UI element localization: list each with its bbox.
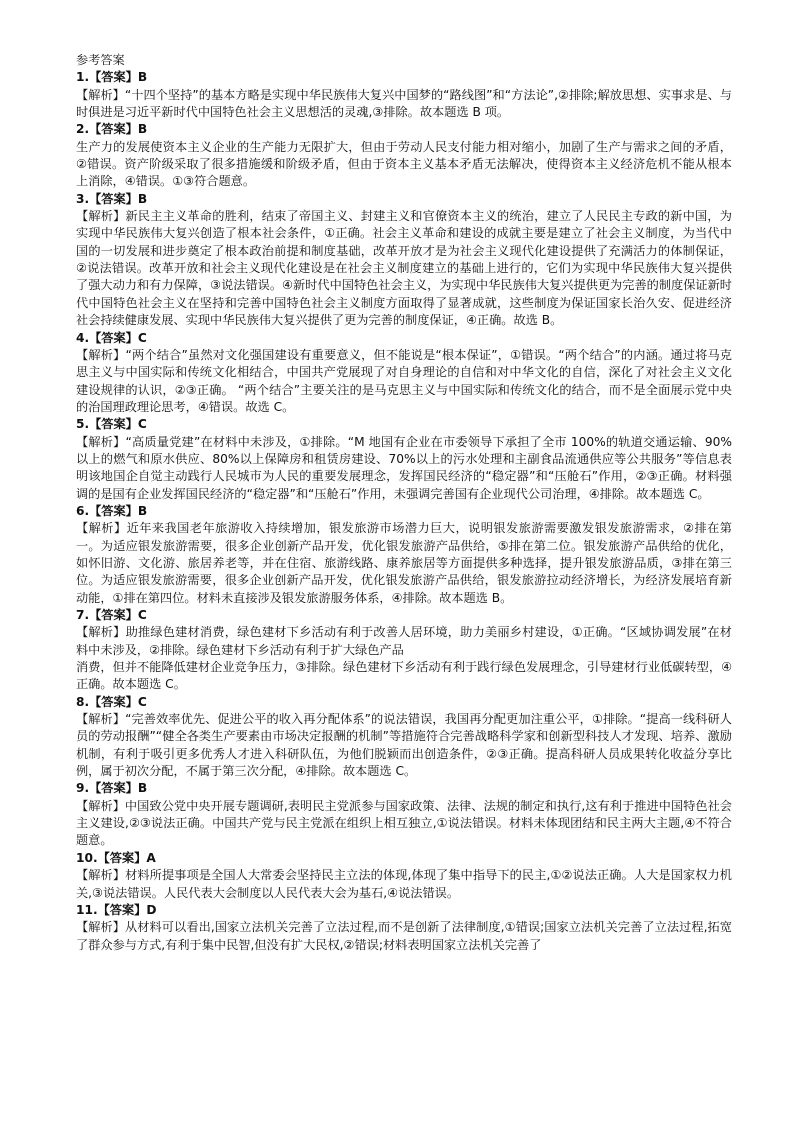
answer-line-9: 9.【答案】B	[76, 781, 148, 796]
analysis-1: 【解析】“十四个坚持”的基本方略是实现中华民族伟大复兴中国梦的“路线图”和“方法论”,②排除;解放思想、实事求是、与时俱进是习近平新时代中国特色社会主义思想活的灵魂,③排除。故本题选 B 项。	[76, 87, 732, 120]
document-title: 参考答案	[76, 53, 125, 67]
answer-line-4: 4.【答案】C	[76, 330, 147, 345]
analysis-5: 【解析】“高质量党建”在材料中未涉及，①排除。“M 地国有企业在市委领导下承担了全市 100%的轨道交通运输、90%以上的燃气和原水供应、80%以上保障房和租赁房建设、70%以上的污水处理和主副食品流通供应等公共服务”等信息表明该地国企自觉主动践行人民城市为人民的重要发展理念，发挥国民经济的“稳定器”和“压舱石”作用，②③正确。材料强调的是国有企业发挥国民经济的“稳定器”和“压舱石”作用，未强调完善国有企业现代公司治理，④排除。故本题选 C。	[76, 434, 732, 501]
answer-line-1: 1.【答案】B	[76, 70, 148, 85]
answer-line-5: 5.【答案】C	[76, 417, 147, 432]
analysis-10: 【解析】材料所提事项是全国人大常委会坚持民主立法的体现,体现了集中指导下的民主,①②说法正确。人大是国家权力机关,③说法错误。人民代表大会制度以人民代表大会为基石,④说法错误。	[76, 868, 732, 900]
answer-line-2: 2.【答案】B	[76, 122, 148, 137]
answer-line-10: 10.【答案】A	[76, 850, 156, 865]
analysis-9: 【解析】中国致公党中央开展专题调研,表明民主党派参与国家政策、法律、法规的制定和执行,这有利于推进中国特色社会主义建设,②③说法正确。中国共产党与民主党派在组织上相互独立,①说法错误。材料未体现团结和民主两大主题,④不符合题意。	[76, 798, 732, 848]
answer-line-6: 6.【答案】B	[76, 503, 148, 518]
answer-line-7: 7.【答案】C	[76, 608, 147, 622]
analysis-8: 【解析】“完善效率优先、促进公平的收入再分配体系”的说法错误，我国再分配更加注重公平，①排除。“提高一线科研人员的劳动报酬”“健全各类生产要素由市场决定报酬的机制”等措施符合完善战略科学家和创新型科技人才发现、培养、激励机制，有利于吸引更多优秀人才进入科研队伍，为他们脱颖而出创造条件，②③正确。提高科研人员成果转化收益分享比例，属于初次分配，不属于第三次分配，④排除。故本题选 C。	[76, 712, 732, 779]
answer-line-11: 11.【答案】D	[76, 902, 157, 917]
answer-document	[76, 52, 732, 954]
analysis-7-continued: 消费，但并不能降低建材企业竞争压力，③排除。绿色建材下乡活动有利于践行绿色发展理念，引导建材行业低碳转型，④正确。故本题选 C。	[76, 660, 732, 692]
answer-line-8: 8.【答案】C	[76, 694, 147, 709]
analysis-4: 【解析】“两个结合”虽然对文化强国建设有重要意义，但不能说是“根本保证”，①错误。“两个结合”的内涵。通过将马克思主义与中国实际和传统文化相结合，中国共产党展现了对自身理论的自信和对中华文化的自信，深化了对社会主义文化建设规律的认识，②③正确。 “两个结合”主要关注的是马克思主义与中国实际和传统文化的结合，而不是全面展示党中央的治国理政理论思考，④错误。故选 C。	[76, 347, 732, 414]
analysis-2: 生产力的发展使资本主义企业的生产能力无限扩大，但由于劳动人民支付能力相对缩小，加剧了生产与需求之间的矛盾，②错误。资产阶级采取了很多措施缓和阶级矛盾，但由于资本主义基本矛盾无法解决，使得资本主义经济危机不能从根本上消除，④错误。①③符合题意。	[76, 139, 732, 189]
analysis-6: 【解析】近年来我国老年旅游收入持续增加，银发旅游市场潜力巨大，说明银发旅游需要激发银发旅游需求，②排在第一。为适应银发旅游需要，很多企业创新产品开发，优化银发旅游产品供给，⑤排在第二位。银发旅游产品供给的优化，如怀旧游、文化游、旅居养老等，并在住宿、旅游线路、康养旅居等方面提供多种选择，提升银发旅游品质，③排在第三位。为适应银发旅游需要，很多企业创新产品开发，优化银发旅游产品供给，银发旅游拉动经济增长，为经济发展培育新动能，①排在第四位。材料未直接涉及银发旅游服务体系，④排除。故本题选 B。	[76, 521, 732, 605]
analysis-11: 【解析】从材料可以看出,国家立法机关完善了立法过程,而不是创新了法律制度,①错误;国家立法机关完善了立法过程,拓宽了群众参与方式,有利于集中民智,但没有扩大民权,②错误;材料表明国家立法机关完善了	[76, 920, 732, 952]
analysis-7: 【解析】助推绿色建材消费，绿色建材下乡活动有利于改善人居环境，助力美丽乡村建设，①正确。“区域协调发展”在材料中未涉及，②排除。绿色建材下乡活动有利于扩大绿色产品	[76, 625, 732, 657]
analysis-3: 【解析】新民主主义革命的胜利，结束了帝国主义、封建主义和官僚资本主义的统治，建立了人民民主专政的新中国，为实现中华民族伟大复兴创造了根本社会条件，①正确。社会主义革命和建设的成就主要是建立了社会主义制度，为当代中国的一切发展和进步奠定了根本政治前提和制度基础，改革开放才是为社会主义现代化建设提供了充满活力的体制保证，②说法错误。改革开放和社会主义现代化建设是在社会主义制度建立的基础上进行的，它们为实现中华民族伟大复兴提供了强大动力和有力保障，③说法错误。④新时代中国特色社会主义，为实现中华民族伟大复兴提供更为完善的制度保证新时代中国特色社会主义在坚持和完善中国特色社会主义制度方面取得了显著成就，这些制度为保证国家长治久安、促进经济社会持续健康发展、实现中华民族伟大复兴提供了更为完善的制度保证，④正确。故选 B。	[76, 209, 732, 328]
answer-line-3: 3.【答案】B	[76, 191, 148, 206]
